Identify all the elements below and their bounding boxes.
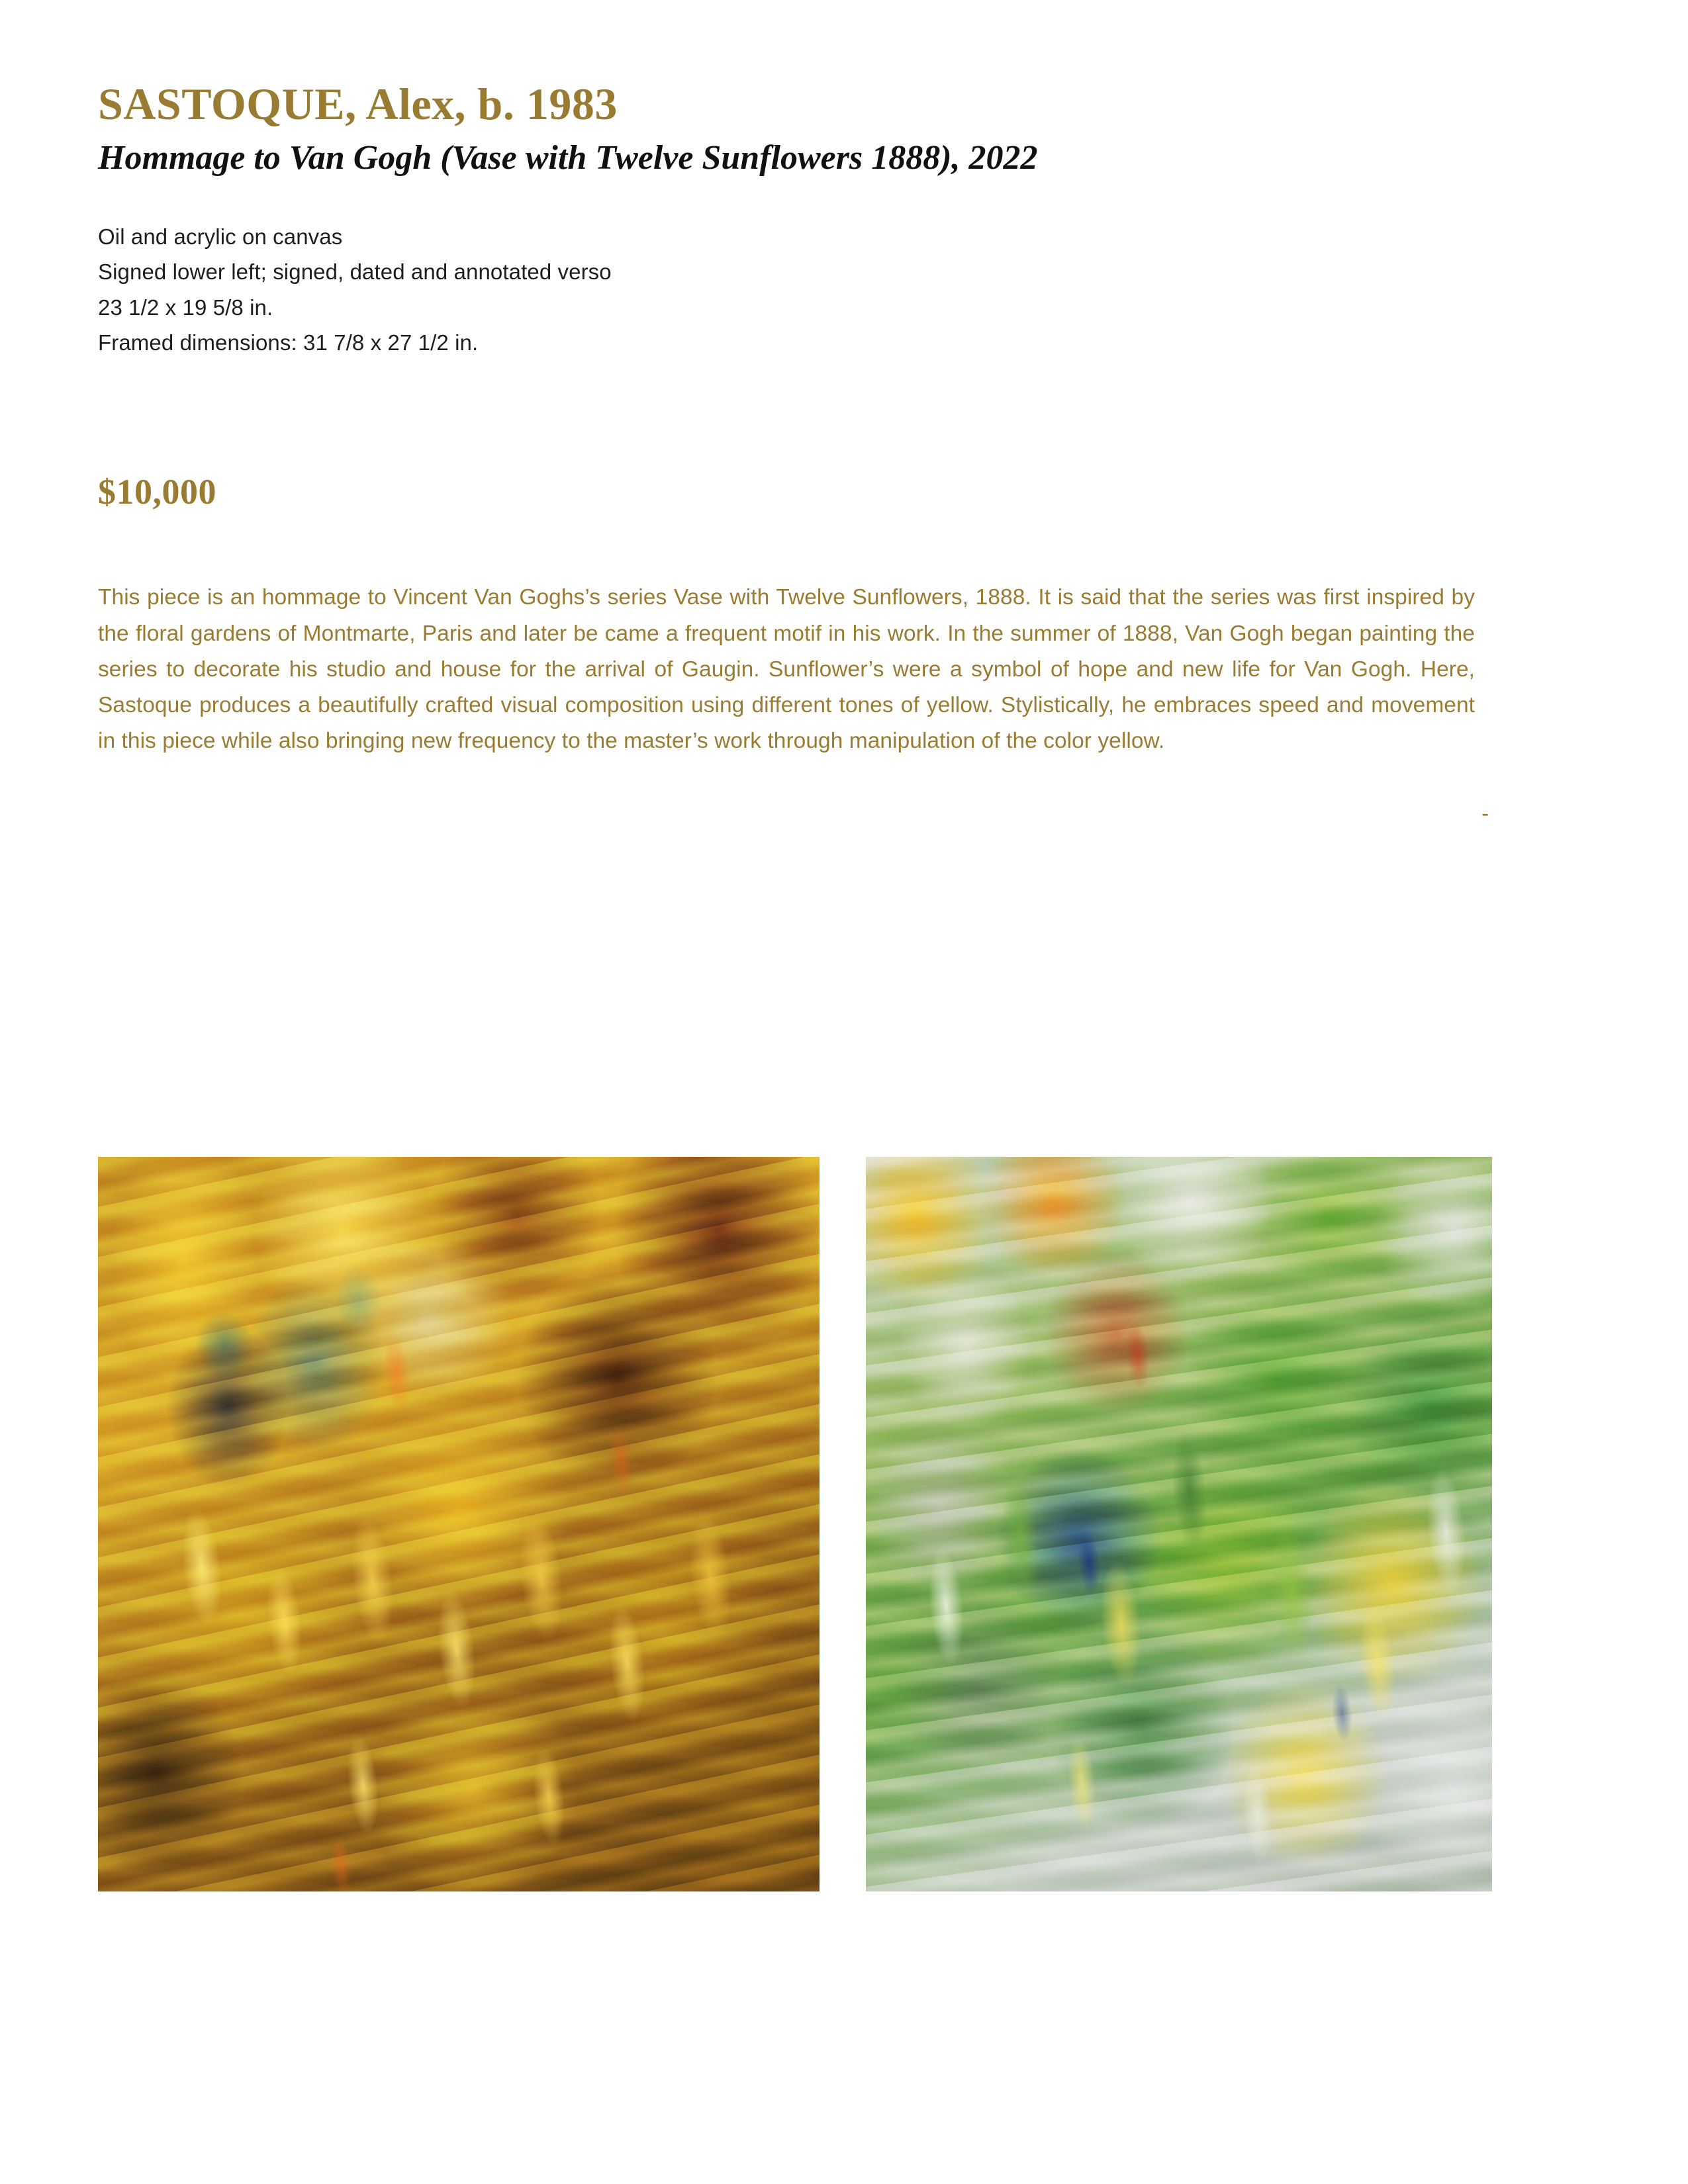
detail-signature: Signed lower left; signed, dated and annotated verso bbox=[98, 259, 612, 285]
artwork-image-gallery bbox=[98, 1157, 1492, 1891]
paint-petals-left bbox=[98, 1157, 820, 1891]
detail-dimensions: 23 1/2 x 19 5/8 in. bbox=[98, 295, 273, 320]
detail-framed-dimensions: Framed dimensions: 31 7/8 x 27 1/2 in. bbox=[98, 330, 479, 355]
artwork-image-right bbox=[866, 1157, 1492, 1891]
paint-petals-right bbox=[866, 1157, 1492, 1891]
artwork-image-left bbox=[98, 1157, 820, 1891]
price: $10,000 bbox=[98, 472, 216, 512]
line-break-hyphen: - bbox=[1481, 801, 1489, 825]
artwork-info-block bbox=[98, 79, 1488, 760]
artwork-title: Hommage to Van Gogh (Vase with Twelve Sunflowers 1888), 2022 bbox=[98, 138, 1038, 177]
artist-name: SASTOQUE, Alex, b. 1983 bbox=[98, 79, 618, 129]
artwork-details bbox=[98, 219, 1488, 361]
detail-medium: Oil and acrylic on canvas bbox=[98, 224, 343, 249]
artwork-description: This piece is an hommage to Vincent Van Goghs’s series Vase with Twelve Sunflowers, 1888. It is said that the series was first inspired by the floral gardens of Montmarte, Paris and later be came a frequent motif in his work. In the summer of 1888, Van Gogh began painting the series to decorate his studio and house for the arrival of Gaugin. Sunflower’s were a symbol of hope and new life for Van Gogh. Here, Sastoque produces a beautifully crafted visual composition using different tones of yellow. Stylistically, he embraces speed and movement in this piece while also bringing new frequency to the master’s work through manipulation of the color yellow. bbox=[98, 585, 1475, 754]
